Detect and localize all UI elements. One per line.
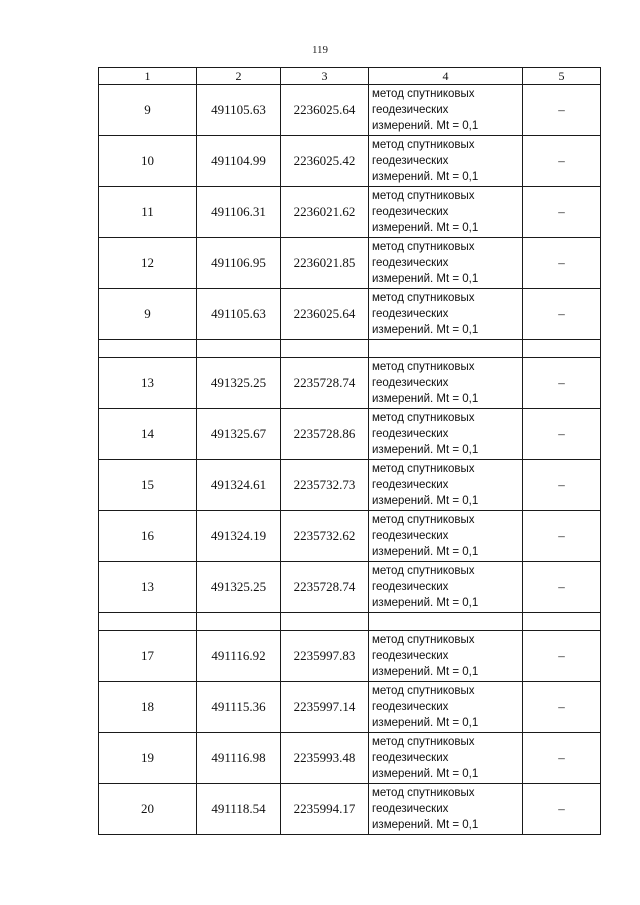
coordinate-x-cell: 491324.19 — [197, 511, 281, 562]
coordinate-y-cell: 2235993.48 — [281, 733, 369, 784]
method-cell: метод спутниковых геодезических измерений. Mt = 0,1 — [369, 631, 523, 682]
empty-cell — [197, 613, 281, 631]
coordinate-x-cell: 491116.98 — [197, 733, 281, 784]
note-cell: – — [523, 631, 601, 682]
coordinate-x-cell: 491118.54 — [197, 784, 281, 835]
method-cell: метод спутниковых геодезических измерений. Mt = 0,1 — [369, 682, 523, 733]
coordinate-y-cell: 2236025.64 — [281, 289, 369, 340]
method-cell: метод спутниковых геодезических измерений. Mt = 0,1 — [369, 409, 523, 460]
table-row — [99, 733, 601, 784]
method-cell: метод спутниковых геодезических измерений. Mt = 0,1 — [369, 733, 523, 784]
point-number-cell: 13 — [99, 358, 197, 409]
note-cell: – — [523, 562, 601, 613]
column-header: 2 — [197, 68, 281, 85]
coordinate-x-cell: 491104.99 — [197, 136, 281, 187]
method-cell: метод спутниковых геодезических измерений. Mt = 0,1 — [369, 289, 523, 340]
note-cell: – — [523, 460, 601, 511]
point-number-cell: 17 — [99, 631, 197, 682]
method-cell: метод спутниковых геодезических измерений. Mt = 0,1 — [369, 136, 523, 187]
empty-cell — [99, 613, 197, 631]
note-cell: – — [523, 409, 601, 460]
coordinate-x-cell: 491105.63 — [197, 85, 281, 136]
coordinate-y-cell: 2235728.74 — [281, 358, 369, 409]
note-cell: – — [523, 238, 601, 289]
separator-row — [99, 613, 601, 631]
note-cell: – — [523, 358, 601, 409]
point-number-cell: 18 — [99, 682, 197, 733]
point-number-cell: 19 — [99, 733, 197, 784]
table-row — [99, 289, 601, 340]
header-row — [99, 68, 601, 85]
separator-row — [99, 340, 601, 358]
method-cell: метод спутниковых геодезических измерений. Mt = 0,1 — [369, 238, 523, 289]
column-header: 1 — [99, 68, 197, 85]
column-header: 4 — [369, 68, 523, 85]
note-cell: – — [523, 136, 601, 187]
coordinate-x-cell: 491324.61 — [197, 460, 281, 511]
table-row — [99, 187, 601, 238]
empty-cell — [523, 613, 601, 631]
table-row — [99, 631, 601, 682]
table-row — [99, 784, 601, 835]
table-row — [99, 562, 601, 613]
point-number-cell: 12 — [99, 238, 197, 289]
coordinate-y-cell: 2236021.85 — [281, 238, 369, 289]
coordinate-y-cell: 2235728.74 — [281, 562, 369, 613]
note-cell: – — [523, 733, 601, 784]
coordinate-y-cell: 2235997.14 — [281, 682, 369, 733]
method-cell: метод спутниковых геодезических измерений. Mt = 0,1 — [369, 460, 523, 511]
point-number-cell: 16 — [99, 511, 197, 562]
column-header: 3 — [281, 68, 369, 85]
note-cell: – — [523, 187, 601, 238]
point-number-cell: 10 — [99, 136, 197, 187]
point-number-cell: 11 — [99, 187, 197, 238]
table-row — [99, 409, 601, 460]
note-cell: – — [523, 511, 601, 562]
coordinate-y-cell: 2236025.42 — [281, 136, 369, 187]
table-row — [99, 511, 601, 562]
method-cell: метод спутниковых геодезических измерений. Mt = 0,1 — [369, 562, 523, 613]
note-cell: – — [523, 85, 601, 136]
table-row — [99, 460, 601, 511]
coordinate-y-cell: 2236021.62 — [281, 187, 369, 238]
coordinate-x-cell: 491106.95 — [197, 238, 281, 289]
page-number: 119 — [311, 44, 329, 56]
coordinate-y-cell: 2235994.17 — [281, 784, 369, 835]
table-row — [99, 85, 601, 136]
table-row — [99, 358, 601, 409]
point-number-cell: 14 — [99, 409, 197, 460]
method-cell: метод спутниковых геодезических измерений. Mt = 0,1 — [369, 358, 523, 409]
coordinate-y-cell: 2236025.64 — [281, 85, 369, 136]
coordinate-x-cell: 491325.25 — [197, 358, 281, 409]
method-cell: метод спутниковых геодезических измерений. Mt = 0,1 — [369, 187, 523, 238]
coordinate-x-cell: 491115.36 — [197, 682, 281, 733]
table-body — [99, 68, 601, 835]
coordinate-y-cell: 2235728.86 — [281, 409, 369, 460]
point-number-cell: 15 — [99, 460, 197, 511]
empty-cell — [281, 340, 369, 358]
method-cell: метод спутниковых геодезических измерений. Mt = 0,1 — [369, 85, 523, 136]
empty-cell — [369, 613, 523, 631]
coordinates-table — [98, 67, 601, 835]
table-row — [99, 682, 601, 733]
empty-cell — [197, 340, 281, 358]
empty-cell — [281, 613, 369, 631]
note-cell: – — [523, 289, 601, 340]
coordinate-x-cell: 491325.25 — [197, 562, 281, 613]
note-cell: – — [523, 784, 601, 835]
empty-cell — [99, 340, 197, 358]
coordinate-y-cell: 2235732.73 — [281, 460, 369, 511]
coordinate-x-cell: 491325.67 — [197, 409, 281, 460]
point-number-cell: 9 — [99, 289, 197, 340]
coordinate-y-cell: 2235997.83 — [281, 631, 369, 682]
empty-cell — [369, 340, 523, 358]
empty-cell — [523, 340, 601, 358]
method-cell: метод спутниковых геодезических измерений. Mt = 0,1 — [369, 511, 523, 562]
column-header: 5 — [523, 68, 601, 85]
method-cell: метод спутниковых геодезических измерений. Mt = 0,1 — [369, 784, 523, 835]
point-number-cell: 20 — [99, 784, 197, 835]
coordinate-x-cell: 491106.31 — [197, 187, 281, 238]
point-number-cell: 13 — [99, 562, 197, 613]
coordinate-x-cell: 491116.92 — [197, 631, 281, 682]
table-row — [99, 136, 601, 187]
table-row — [99, 238, 601, 289]
coordinate-y-cell: 2235732.62 — [281, 511, 369, 562]
note-cell: – — [523, 682, 601, 733]
coordinate-x-cell: 491105.63 — [197, 289, 281, 340]
point-number-cell: 9 — [99, 85, 197, 136]
